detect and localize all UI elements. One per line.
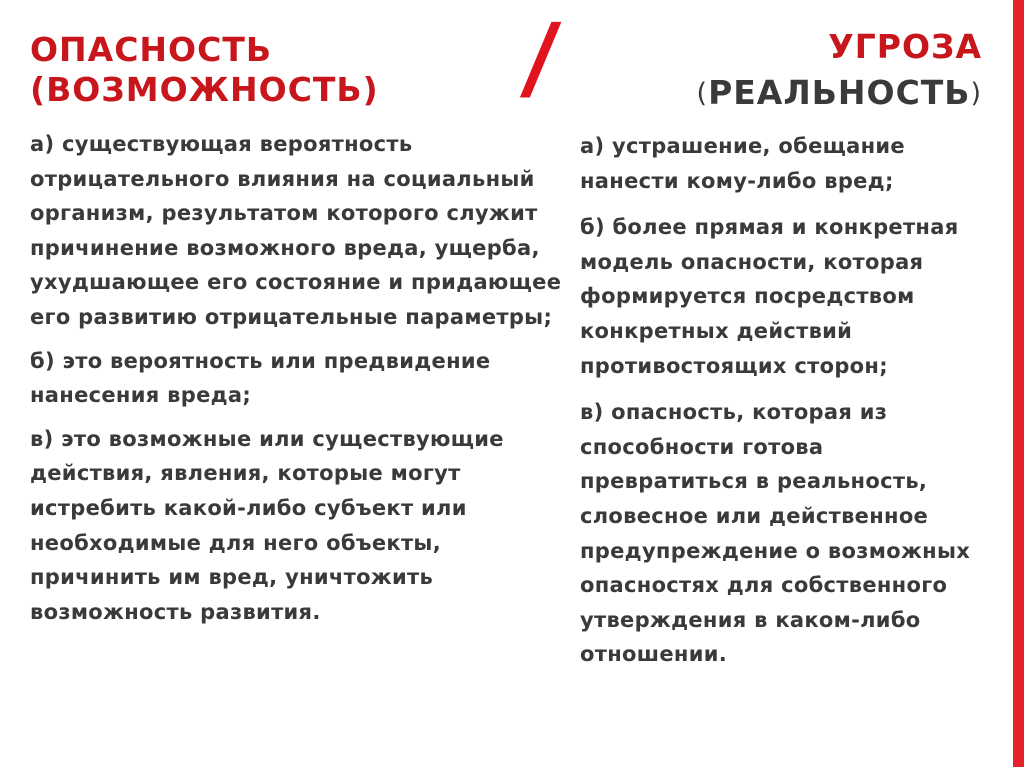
right-title — [697, 24, 982, 117]
left-item-c: в) это возможные или существующие действия, явления, которые могут истребить какой-либо субъект или необходимые для него объекты, причинить им вред, уничтожить возможность развития. — [30, 426, 504, 624]
right-title-word: РЕАЛЬНОСТЬ — [708, 73, 971, 112]
right-item-a: а) устрашение, обещание нанести кому-либо вред; — [580, 134, 905, 193]
left-title-line1: ОПАСНОСТЬ — [30, 30, 272, 69]
left-item-b: б) это вероятность или предвидение нанесения вреда; — [30, 348, 491, 408]
right-title-paren-close: ) — [970, 78, 982, 109]
right-title-paren-open: ( — [696, 78, 709, 109]
accent-bar — [1013, 0, 1024, 767]
left-title — [30, 30, 379, 110]
right-item-b: б) более прямая и конкретная модель опасности, которая формируется посредством конкретных действий противостоящих сторон; — [580, 215, 959, 378]
separator-slash: / — [518, 4, 564, 111]
right-column — [580, 129, 995, 684]
right-title-line2 — [697, 70, 982, 117]
right-item-c: в) опасность, которая из способности готова превратиться в реальность, словесное или действенное предупреждение о возможных опасностях для собственного утверждения в каком-либо отношении. — [580, 400, 971, 667]
left-column — [30, 127, 565, 638]
right-title-line1: УГРОЗА — [828, 27, 982, 66]
left-item-a: а) существующая вероятность отрицательного влияния на социальный организм, результатом которого служит причинение возможного вреда, ущерба, ухудшающее его состояние и придающее его развитию отрицательные параметры; — [30, 132, 562, 329]
left-title-line2: (ВОЗМОЖНОСТЬ) — [30, 70, 379, 109]
